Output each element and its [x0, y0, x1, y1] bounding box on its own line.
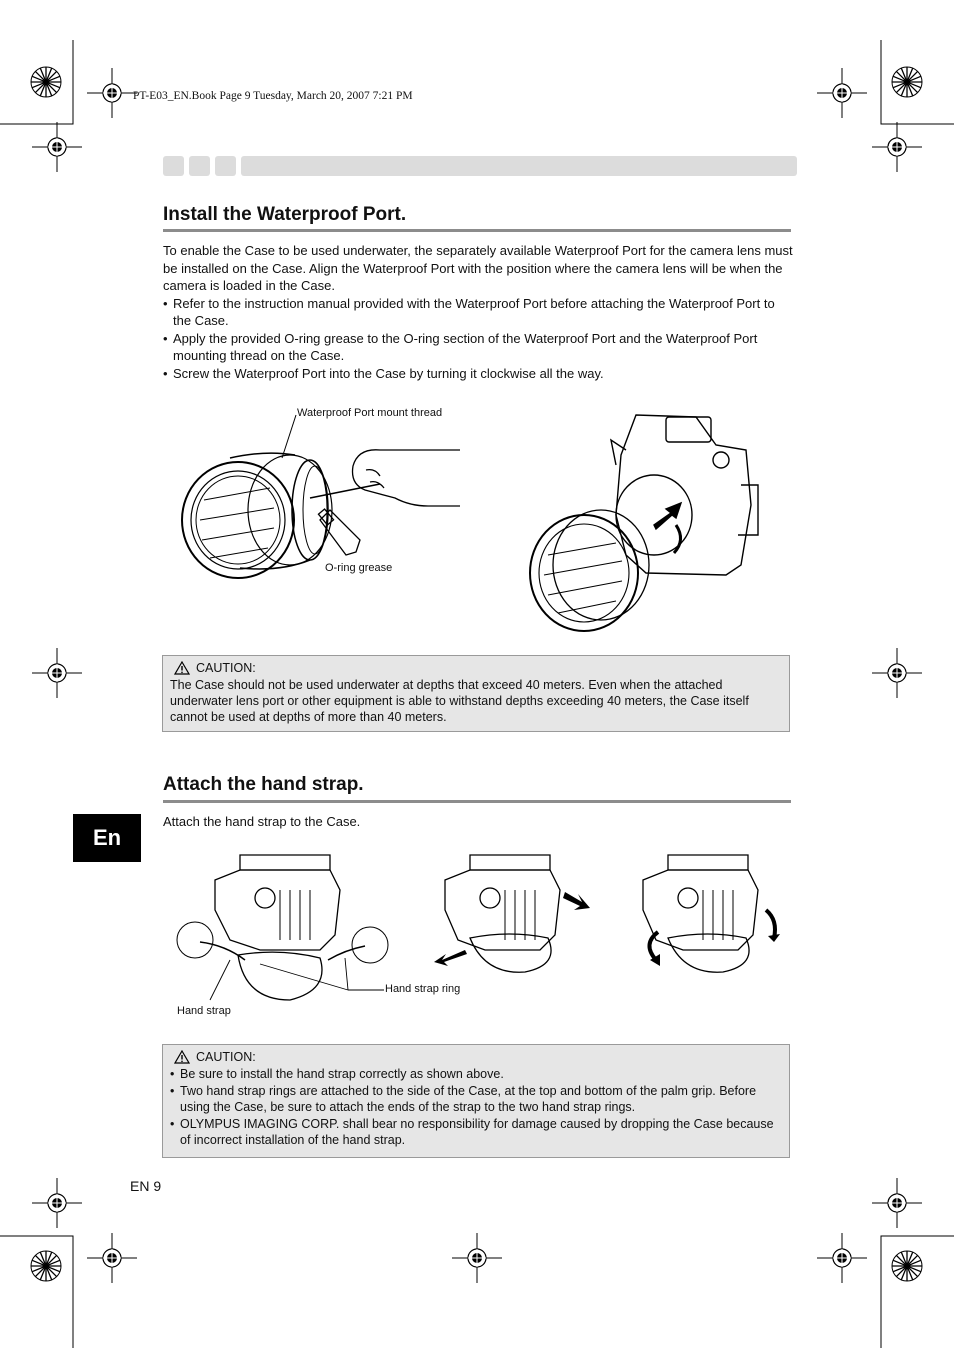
section-rule: [163, 229, 791, 232]
language-tab: En: [73, 814, 141, 862]
caution-label: CAUTION:: [196, 1050, 256, 1064]
header-block-2: [189, 156, 210, 176]
caution-label: CAUTION:: [196, 661, 256, 675]
hand-strap-illustration-3: [628, 850, 798, 980]
callout-oring-grease: O-ring grease: [325, 562, 393, 574]
warning-icon: [174, 1050, 190, 1064]
hand-strap-illustration-2: [430, 850, 600, 980]
header-block-3: [215, 156, 236, 176]
install-port-intro: To enable the Case to be used underwater, the separately available Waterproof Port for the camera lens must be installed on the Case. Align the Waterproof Port with the position where the camera lens will be when the camera is loaded in the Case.: [163, 243, 793, 293]
callout-mount-thread: Waterproof Port mount thread: [297, 407, 443, 419]
install-port-bullet: • Apply the provided O-ring grease to the O-ring section of the Waterproof Port and the Waterproof Port mounting thread on the Case.: [163, 330, 793, 365]
caution-list: [170, 1066, 782, 1148]
caution-box-hand-strap: [162, 1044, 790, 1158]
caution-text: The Case should not be used underwater at depths that exceed 40 meters. Even when the attached underwater lens port or other equipment is able to withstand depths exceeding 40 meters, the Case itself cannot be used at depths of more than 40 meters.: [170, 678, 749, 724]
hand-strap-illustration-1: [170, 850, 400, 1010]
port-grease-illustration: [170, 410, 470, 600]
callout-hand-strap: Hand strap: [177, 1005, 231, 1017]
page-number: EN 9: [130, 1178, 162, 1194]
section-title-install-port: Install the Waterproof Port.: [163, 204, 407, 225]
caution-bullet: • Two hand strap rings are attached to the side of the Case, at the top and bottom of the palm grip. Before using the Case, be sure to attach the ends of the strap to the two hand strap rings.: [170, 1083, 782, 1115]
callout-hand-strap-ring: Hand strap ring: [385, 983, 461, 995]
section-rule: [163, 800, 791, 803]
section-title-hand-strap: Attach the hand strap.: [163, 774, 364, 795]
install-port-text: [163, 242, 793, 382]
header-bar: [241, 156, 797, 176]
install-port-bullet: • Screw the Waterproof Port into the Case by turning it clockwise all the way.: [163, 365, 793, 383]
header-block-1: [163, 156, 184, 176]
install-port-bullet: • Refer to the instruction manual provided with the Waterproof Port before attaching the Waterproof Port to the Case.: [163, 295, 793, 330]
case-with-port-illustration: [526, 405, 786, 635]
warning-icon: [174, 661, 190, 675]
caution-bullet: • Be sure to install the hand strap correctly as shown above.: [170, 1066, 782, 1082]
print-job-info: PT-E03_EN.Book Page 9 Tuesday, March 20, 2007 7:21 PM: [133, 90, 413, 102]
caution-box-depth: [162, 655, 790, 732]
caution-bullet: • OLYMPUS IMAGING CORP. shall bear no responsibility for damage caused by dropping the Case because of incorrect installation of the hand strap.: [170, 1116, 782, 1148]
hand-strap-intro: Attach the hand strap to the Case.: [163, 814, 361, 829]
